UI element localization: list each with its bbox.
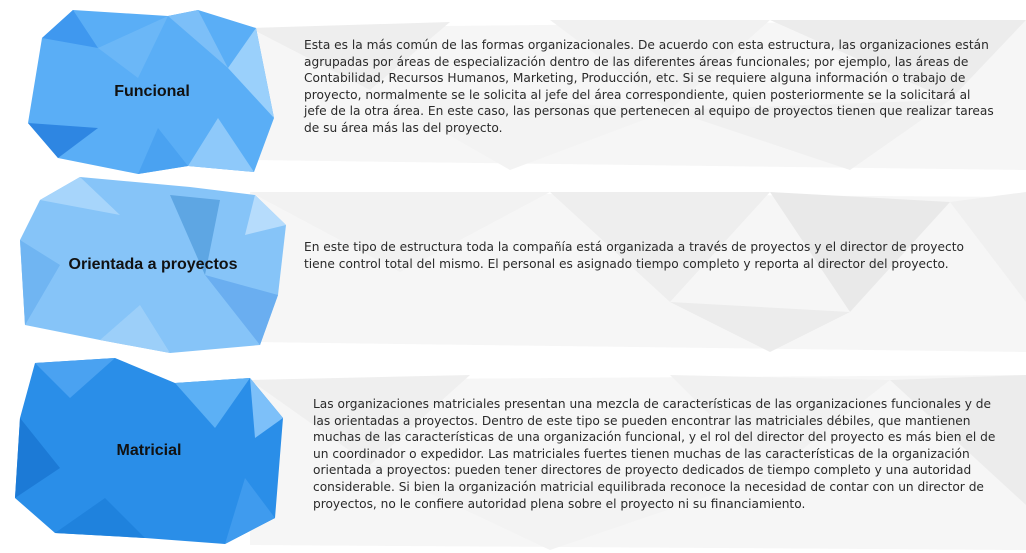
shape-matricial [15, 358, 283, 544]
description-matricial: Las organizaciones matriciales presentan una mezcla de características de las organizaciones funcionales y de las orientadas a proyectos. Dentro de este tipo se pueden encontrar las matriciales débiles, que mantienen muchas de las características de una organización funcional, y el rol del director del proyecto es más bien el de un coordinador o expedidor. Las matriciales fuertes tienen muchas de las características de la organización orientada a proyectos: pueden tener directores de proyecto dedicados de tiempo completo y una autoridad considerable. Si bien la organización matricial equilibrada reconoce la necesidad de contar con un director de proyectos, no le confiere autoridad plena sobre el proyecto ni su financiamiento. [313, 397, 996, 511]
shape-orientada-a-proyectos [20, 175, 286, 355]
label-matricial: Matricial [116, 442, 182, 459]
label-funcional: Funcional [114, 82, 190, 100]
description-orientada-a-proyectos: En este tipo de estructura toda la compañía está organizada a través de proyectos y el director de proyecto tiene control total del mismo. El personal es asignado tiempo completo y reporta al director del proyecto. [304, 240, 964, 271]
description-funcional: Esta es la más común de las formas organizacionales. De acuerdo con esta estructura, las organizaciones están agrupadas por áreas de especialización dentro de las diferentes áreas funcionales; por ejemplo, las áreas de Contabilidad, Recursos Humanos, Marketing, Producción, etc. Si se requiere alguna información o trabajo de proyecto, normalmente se le solicita al jefe del área correspondiente, quien posteriormente se la solicitará al jefe de la otra área. En este caso, las personas que pertenecen al equipo de proyectos tienen que realizar tareas de su área más las del proyecto. [304, 38, 994, 135]
shape-funcional [28, 8, 276, 175]
label-orientada-a-proyectos: Orientada a proyectos [68, 256, 238, 273]
